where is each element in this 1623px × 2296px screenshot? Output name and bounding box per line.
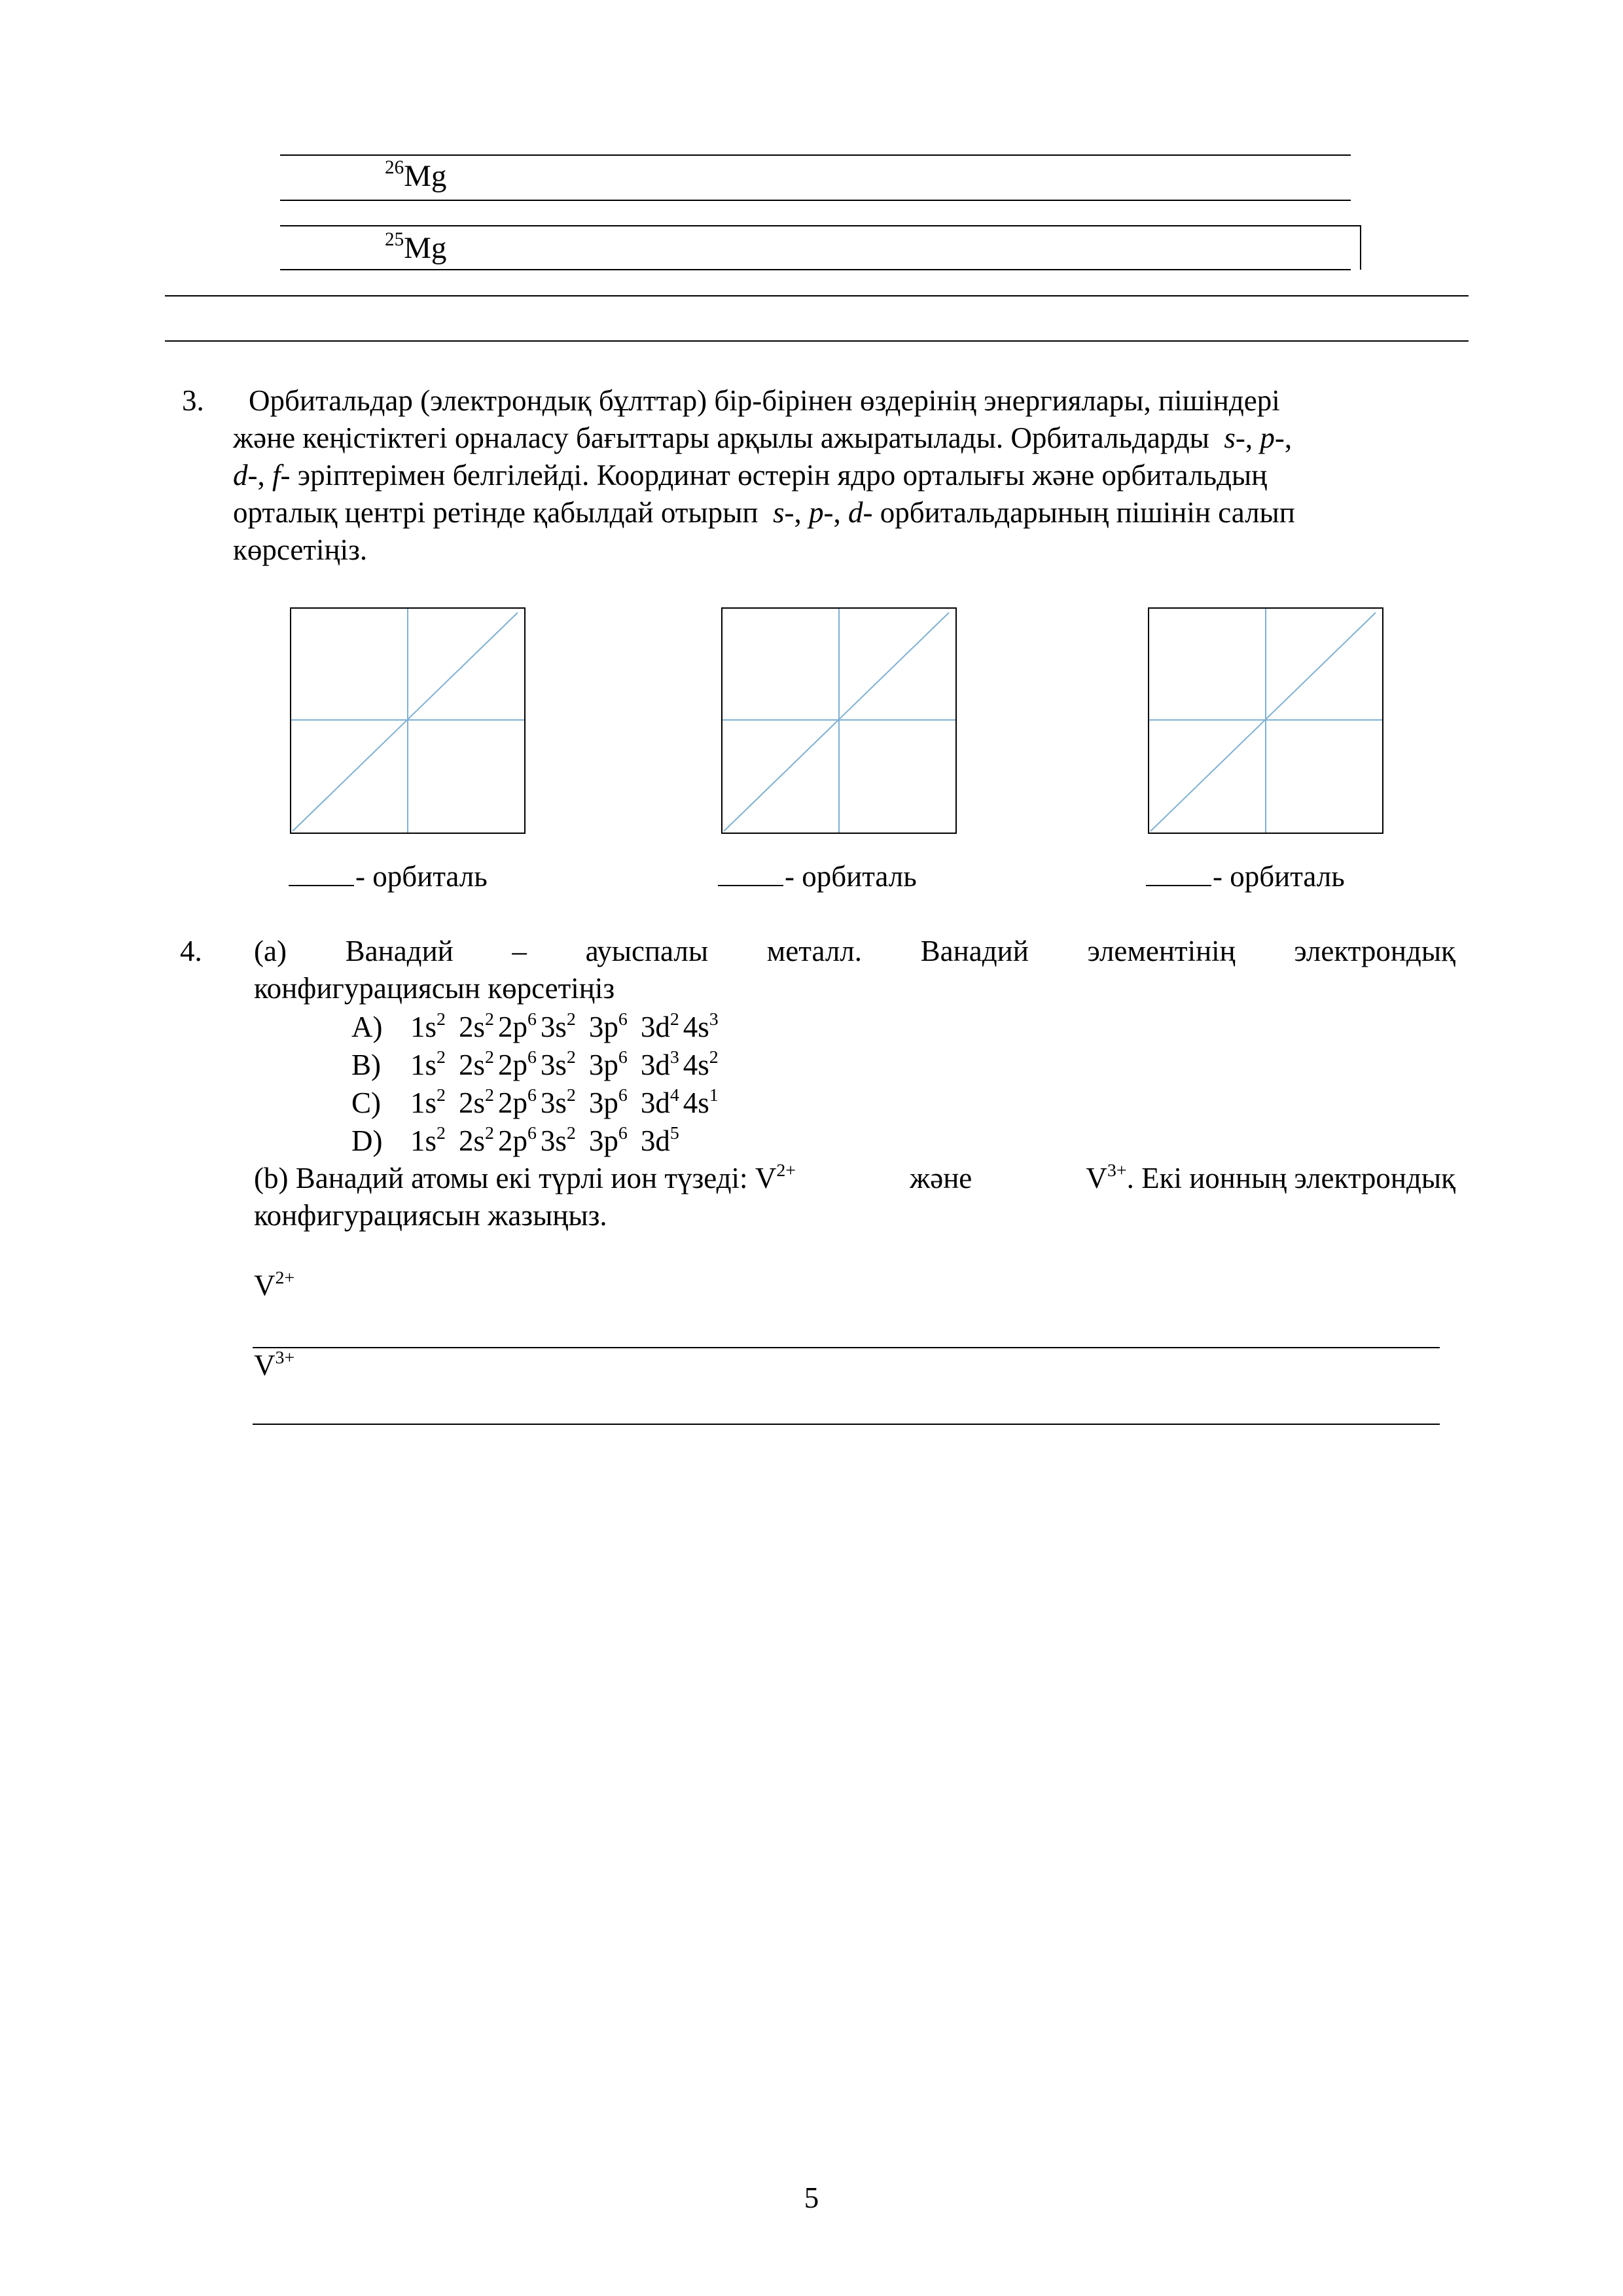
orbital-term: $3d^3$ bbox=[640, 1047, 679, 1081]
isotope-25mg: $^{25}$Mg bbox=[385, 229, 447, 265]
electron-configuration bbox=[410, 1124, 683, 1157]
q3-text-line2: және кеңістіктегі орналасу бағыттары арқылы ажыратылады. Орбитальдарды s-, p-, bbox=[233, 422, 1293, 454]
ion-v3-label: $V^{3+}$ bbox=[254, 1347, 295, 1382]
orbital-term: $1s^2$ bbox=[410, 1122, 446, 1157]
q3-number: 3. bbox=[182, 384, 204, 417]
q3-text-line5: көрсетіңіз. bbox=[233, 533, 368, 566]
q3-text-line3: d-, f- эріптерімен белгілейді. Координат өстерін ядро орталығы және орбитальдың bbox=[233, 459, 1268, 492]
x-axis bbox=[293, 613, 518, 831]
answer-line[interactable] bbox=[165, 340, 1469, 342]
orbital-term: $2p^6$ bbox=[497, 1009, 537, 1043]
orbital-term: $3s^2$ bbox=[540, 1085, 576, 1119]
table-rule bbox=[280, 269, 1351, 270]
orbital-term: $3s^2$ bbox=[540, 1009, 576, 1043]
answer-line[interactable] bbox=[165, 295, 1469, 296]
orbital-term: $3p^6$ bbox=[588, 1047, 628, 1081]
option-d[interactable] bbox=[351, 1124, 683, 1158]
ion-v2-answer-line[interactable] bbox=[253, 1347, 1440, 1348]
orbital-term: $3d^5$ bbox=[640, 1122, 679, 1157]
x-axis bbox=[1150, 613, 1376, 831]
electron-configuration bbox=[410, 1049, 722, 1081]
orbital-term: $2s^2$ bbox=[458, 1085, 494, 1119]
orbital-term: $3p^6$ bbox=[588, 1009, 628, 1043]
orbital-term: $3p^6$ bbox=[588, 1085, 628, 1119]
orbital-term: $1s^2$ bbox=[410, 1047, 446, 1081]
orbital-term: $4s^3$ bbox=[683, 1009, 719, 1043]
orbital-term: $2p^6$ bbox=[497, 1085, 537, 1119]
orbital-drawing-box-1[interactable] bbox=[290, 607, 526, 834]
electron-configuration bbox=[410, 1011, 722, 1043]
option-letter: B) bbox=[351, 1049, 381, 1081]
table-rule bbox=[280, 200, 1351, 201]
option-letter: A) bbox=[351, 1011, 383, 1043]
ion-v2-label: $V^{2+}$ bbox=[254, 1267, 295, 1302]
orbital-term: $2s^2$ bbox=[458, 1122, 494, 1157]
q4b-text-line1: (b) Ванадий атомы екі түрлі ион түзеді: $V^{2+}$ және $V^{3+}$. Екі ионның электрондық bbox=[254, 1160, 1455, 1194]
orbital-term: $1s^2$ bbox=[410, 1085, 446, 1119]
orbital-type-blank[interactable] bbox=[289, 861, 354, 886]
orbital-term: $2s^2$ bbox=[458, 1047, 494, 1081]
option-b[interactable] bbox=[351, 1048, 722, 1082]
page-number: 5 bbox=[804, 2181, 819, 2214]
x-axis bbox=[724, 613, 949, 831]
q4-number: 4. bbox=[180, 935, 202, 967]
orbital-term: $2s^2$ bbox=[458, 1009, 494, 1043]
q3-text-line4: орталық центрі ретінде қабылдай отырып s-, p-, d- орбитальдарының пішінін салып bbox=[233, 496, 1295, 529]
orbital-term: $3d^4$ bbox=[640, 1085, 679, 1119]
orbital-term: $2p^6$ bbox=[497, 1047, 537, 1081]
axes-diagram bbox=[1149, 609, 1382, 833]
electron-configuration bbox=[410, 1086, 722, 1119]
option-letter: C) bbox=[351, 1086, 381, 1119]
orbital-term: $4s^2$ bbox=[683, 1047, 719, 1081]
ion-v3-answer-line[interactable] bbox=[253, 1424, 1440, 1425]
orbital-term: $3s^2$ bbox=[540, 1047, 576, 1081]
q4a-text-line2: конфигурациясын көрсетіңіз bbox=[254, 972, 615, 1005]
orbital-term: $1s^2$ bbox=[410, 1009, 446, 1043]
orbital-type-blank[interactable] bbox=[718, 861, 783, 886]
table-rule bbox=[280, 154, 1351, 156]
orbital-term: $4s^1$ bbox=[683, 1085, 719, 1119]
axes-diagram bbox=[291, 609, 524, 833]
orbital-drawing-box-2[interactable] bbox=[721, 607, 957, 834]
orbital-label-1: - орбиталь bbox=[289, 859, 488, 893]
orbital-drawing-box-3[interactable] bbox=[1148, 607, 1383, 834]
isotope-26mg: $^{26}$Mg bbox=[385, 157, 447, 193]
orbital-label-3: - орбиталь bbox=[1146, 859, 1345, 893]
axes-diagram bbox=[722, 609, 955, 833]
q3-text-line1: Орбитальдар (электрондық бұлттар) бір-бірінен өздерінің энергиялары, пішіндері bbox=[249, 384, 1280, 417]
orbital-term: $2p^6$ bbox=[497, 1122, 537, 1157]
orbital-label-2: - орбиталь bbox=[718, 859, 917, 893]
option-c[interactable] bbox=[351, 1086, 722, 1120]
orbital-term: $3s^2$ bbox=[540, 1122, 576, 1157]
option-letter: D) bbox=[351, 1124, 383, 1157]
orbital-type-blank[interactable] bbox=[1146, 861, 1211, 886]
orbital-term: $3p^6$ bbox=[588, 1122, 628, 1157]
q4a-text-line1: (a) Ванадий – ауыспалы металл. Ванадий элементінің электрондық bbox=[254, 935, 1455, 967]
option-a[interactable] bbox=[351, 1010, 722, 1044]
orbital-term: $3d^2$ bbox=[640, 1009, 679, 1043]
q4b-text-line2: конфигурациясын жазыңыз. bbox=[254, 1199, 607, 1232]
